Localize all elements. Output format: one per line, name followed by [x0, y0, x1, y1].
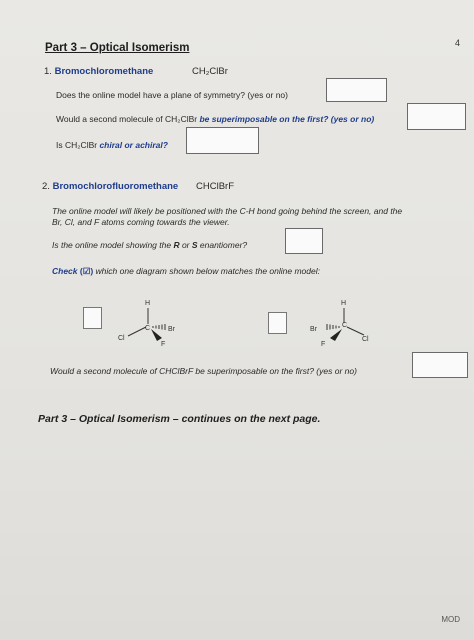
q1c-prompt-start: Is [56, 140, 65, 150]
q1b-answer-box[interactable] [407, 103, 466, 130]
q2-enantiomer-prompt-start: Is the online model showing the [52, 240, 174, 250]
check-word: Check [52, 266, 78, 276]
q1b-prompt-end: be superimposable on the first? (yes or no) [197, 114, 375, 124]
left-atom-f: F [161, 341, 166, 348]
q2-or: or [179, 240, 192, 250]
check-symbol: (☑) [79, 266, 94, 276]
left-bond-cl [128, 327, 146, 336]
question-2-number: 2. [42, 181, 50, 192]
q1c-formula: CH₂ClBr [64, 140, 98, 150]
q2-note-line-2: Br, Cl, and F atoms coming towards the viewer. [52, 217, 230, 227]
left-atom-c: C [145, 325, 151, 332]
right-atom-h: H [341, 300, 347, 307]
right-wedge-bond-f [330, 329, 342, 341]
question-2-formula: CHClBrF [196, 181, 234, 192]
q2-check-instruction [52, 266, 320, 277]
question-1-number: 1. [44, 66, 52, 77]
question-1a-text [56, 90, 288, 100]
q1c-answer-box[interactable] [186, 127, 259, 154]
right-atom-cl: Cl [362, 336, 369, 343]
left-atom-br: Br [168, 326, 175, 333]
question-1-name: Bromochloromethane [54, 66, 154, 77]
q2-note-line-1: The online model will likely be positioned with the C-H bond going behind the screen, and the [52, 206, 403, 216]
q1a-answer-box[interactable] [326, 78, 387, 102]
q2-superimposable-question: Would a second molecule of CHClBrF be superimposable on the first? (yes or no) [50, 366, 357, 376]
question-1b-text [56, 114, 374, 124]
right-hashed-bond-br [327, 324, 339, 330]
q1b-formula: CH₂ClBr [165, 114, 198, 124]
r-label: R [173, 240, 180, 250]
diagram-left-molecule [112, 294, 192, 350]
page-number: 4 [455, 38, 461, 48]
diagram-right-molecule [306, 294, 386, 350]
right-atom-br: Br [310, 326, 317, 333]
q1a-prompt: Does the online model have a plane of symmetry? (yes or no) [56, 90, 288, 100]
right-bond-cl [347, 327, 364, 335]
question-1-formula: CH₂ClBr [192, 66, 228, 77]
question-2-name: Bromochlorofluoromethane [52, 181, 179, 192]
s-label: S [191, 240, 198, 250]
right-atom-c: C [342, 322, 348, 329]
q1c-prompt-end: chiral or achiral? [97, 140, 168, 150]
q2-enantiomer-question [52, 240, 247, 250]
q2-enantiomer-prompt-end: enantiomer? [197, 240, 248, 250]
part-title: Part 3 – Optical Isomerism [45, 42, 190, 54]
diagram-left-checkbox[interactable] [83, 307, 102, 329]
q1b-prompt-start: Would a second molecule of [56, 114, 165, 124]
left-hashed-bond-br [153, 324, 165, 330]
question-1-heading [44, 66, 153, 77]
left-atom-h: H [145, 300, 151, 307]
diagram-right-checkbox[interactable] [268, 312, 287, 334]
check-instruction-rest: which one diagram shown below matches the online model: [93, 266, 320, 276]
q2-superimposable-answer-box[interactable] [412, 352, 468, 378]
question-2-heading [42, 181, 178, 192]
continues-note: Part 3 – Optical Isomerism – continues on the next page. [38, 413, 321, 425]
mod-label: MOD [441, 615, 460, 624]
question-1c-text [56, 140, 168, 150]
q2-enantiomer-answer-box[interactable] [285, 228, 323, 254]
left-atom-cl: Cl [118, 335, 125, 342]
left-wedge-bond-f [151, 329, 162, 341]
right-atom-f: F [321, 341, 326, 348]
